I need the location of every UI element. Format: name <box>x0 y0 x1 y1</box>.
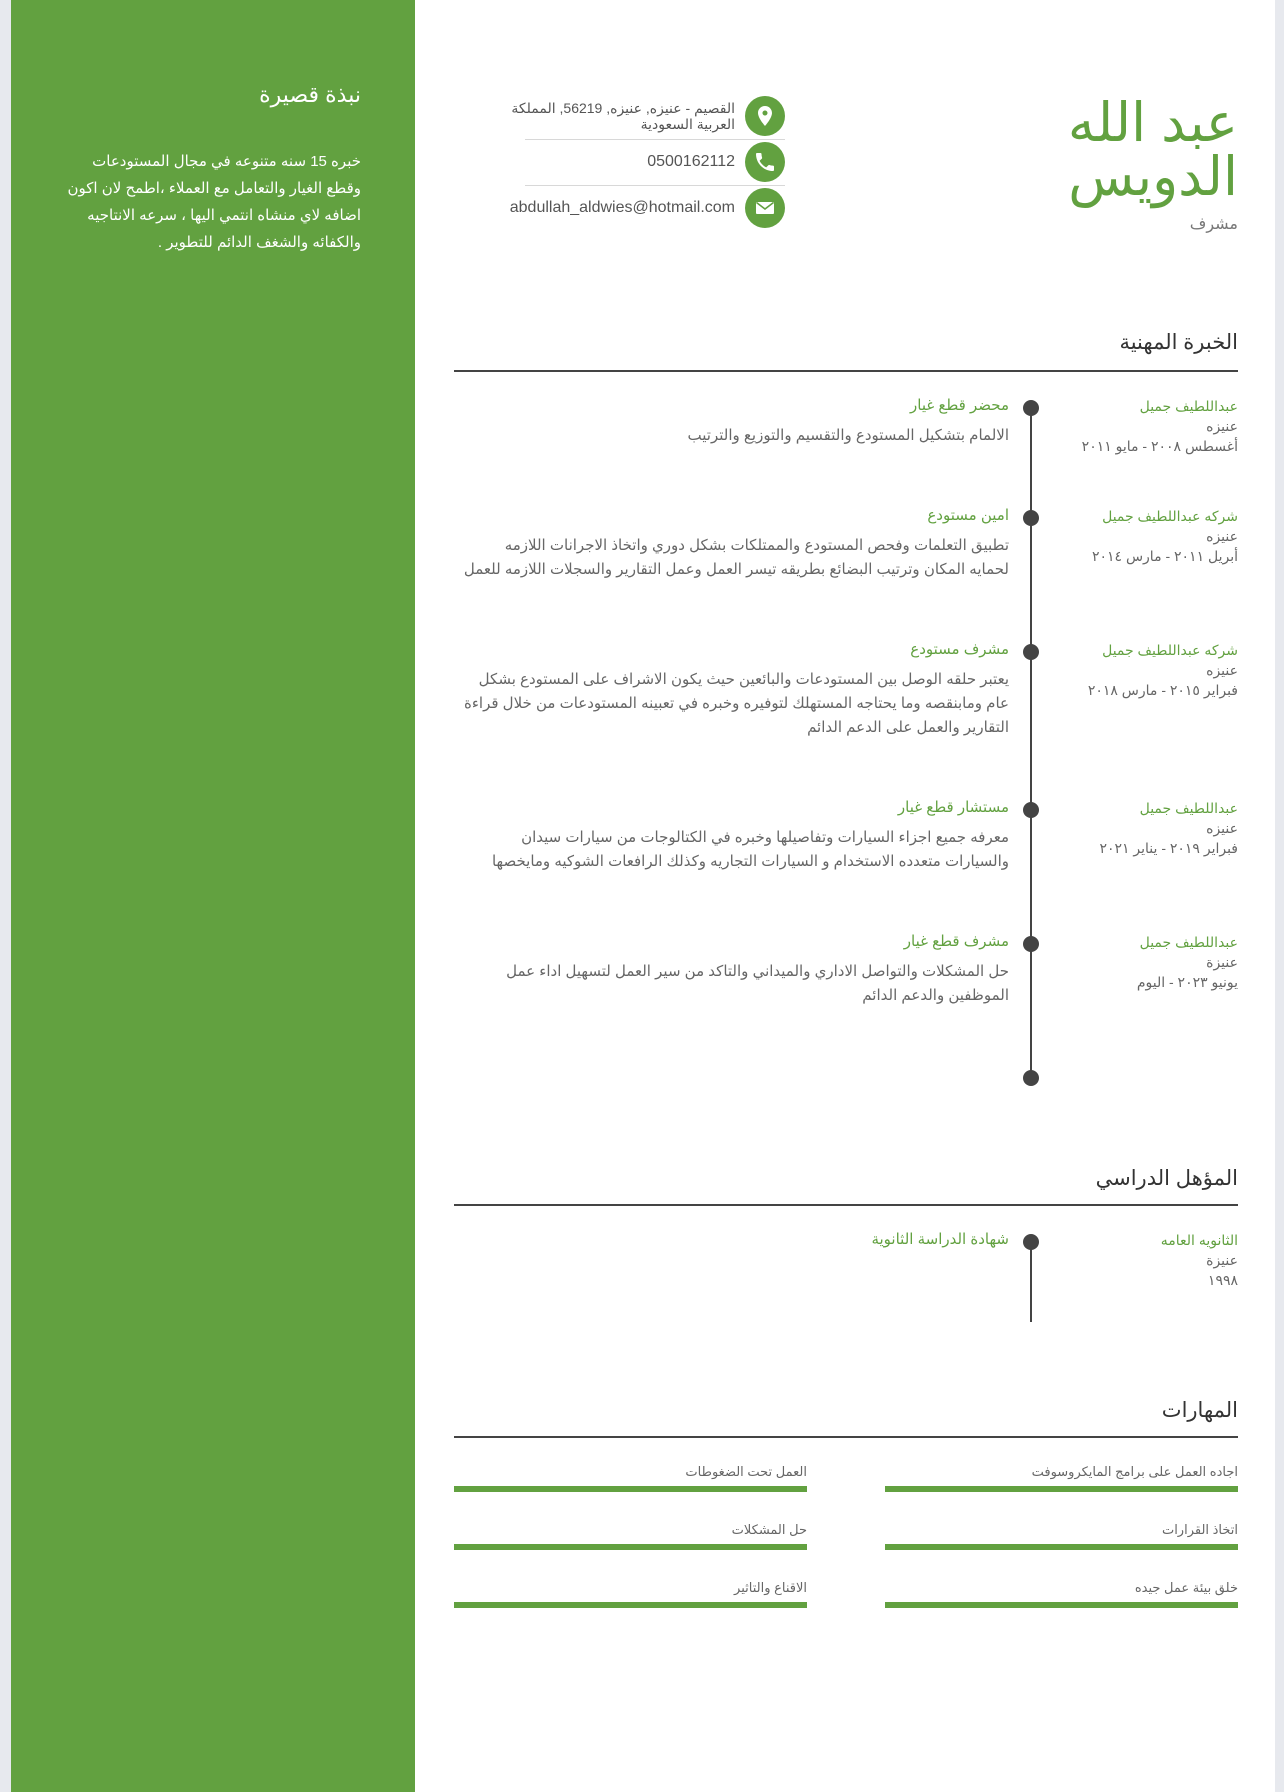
resume-page <box>11 0 1275 1792</box>
skill-label: الاقناع والتاثير <box>734 1580 807 1595</box>
job-role: مستشار قطع غيار <box>897 799 1009 816</box>
experience-org <box>1038 506 1238 566</box>
education-school <box>1038 1230 1238 1290</box>
experience-job <box>461 798 1009 874</box>
company-city: عنيزه <box>1206 820 1238 836</box>
experience-timeline <box>1030 408 1032 1078</box>
skills-title: المهارات <box>1161 1399 1238 1422</box>
timeline-dot <box>1023 936 1039 952</box>
skill-bar <box>454 1544 807 1550</box>
education-rule <box>454 1204 1238 1206</box>
skill-bar <box>454 1486 807 1492</box>
skill-item <box>454 1580 807 1596</box>
skill-item <box>885 1522 1238 1538</box>
skill-bar <box>885 1486 1238 1492</box>
experience-org <box>1038 396 1238 456</box>
skill-label: حل المشكلات <box>731 1522 807 1537</box>
email-text[interactable]: abdullah_aldwies@hotmail.com <box>509 199 735 216</box>
timeline-dot <box>1023 802 1039 818</box>
envelope-icon <box>745 188 785 228</box>
skill-bar <box>885 1602 1238 1608</box>
job-role: امين مستودع <box>927 507 1009 524</box>
experience-org <box>1038 798 1238 858</box>
education-title: المؤهل الدراسي <box>1095 1167 1238 1190</box>
contact-address <box>511 93 785 139</box>
address-text: القصيم - عنيزه, عنيزه, 56219, المملكة العربية السعودية <box>511 100 735 132</box>
school-name: الثانويه العامه <box>1160 1232 1238 1248</box>
experience-job <box>461 506 1009 582</box>
about-text: خبره 15 سنه متنوعه في مجال المستودعات وقطع الغيار والتعامل مع العملاء ،اطمح لان اكون اضافه لاي منشاه انتمي اليها ، سرعه الانتاجيه والكفائه والشغف الدائم للتطوير . <box>67 153 361 251</box>
employment-period: يونيو ٢٠٢٣ - اليوم <box>1136 974 1238 990</box>
skill-label: العمل تحت الضغوطات <box>685 1464 807 1479</box>
education-degree <box>461 1230 1009 1250</box>
skill-item <box>454 1522 807 1538</box>
experience-rule <box>454 370 1238 372</box>
company-city: عنيزه <box>1206 662 1238 678</box>
sidebar <box>11 0 415 1792</box>
job-description: تطبيق التعلمات وفحص المستودع والممتلكات بشكل دوري واتخاذ الاجرانات اللازمه لحمايه المكان وترتيب البضائع بطريقه تيسر العمل وعمل التقارير والسجلات اللازمه للعمل <box>463 537 1009 578</box>
job-description: الالمام بتشكيل المستودع والتقسيم والتوزيع والترتيب <box>687 427 1009 444</box>
timeline-dot <box>1023 644 1039 660</box>
phone-icon <box>745 142 785 182</box>
skill-item <box>885 1464 1238 1480</box>
skill-label: خلق بيئة عمل جيده <box>1134 1580 1238 1595</box>
company-city: عنيزه <box>1206 418 1238 434</box>
employment-period: فبراير ٢٠١٥ - مارس ٢٠١٨ <box>1087 682 1238 698</box>
skill-label: اجاده العمل على برامج المايكروسوفت <box>1031 1464 1238 1479</box>
school-city: عنيزة <box>1206 1252 1238 1268</box>
skill-label: اتخاذ القرارات <box>1161 1522 1238 1537</box>
degree-name: شهادة الدراسة الثانوية <box>871 1231 1009 1248</box>
contact-phone <box>525 139 785 185</box>
experience-org <box>1038 640 1238 700</box>
experience-org <box>1038 932 1238 992</box>
company-name: عبداللطيف جميل <box>1139 934 1238 950</box>
education-timeline <box>1030 1240 1032 1322</box>
job-description: يعتبر حلقه الوصل بين المستودعات والبائعين حيث يكون الاشراف على المستودع بشكل عام ومابنقصه وما يحتاجه المستهلك لتوفيره وخبره في تعبينه المستودعات من خلال قراءة التقارير والعمل على الدعم الدائم <box>463 671 1009 736</box>
experience-job <box>461 640 1009 740</box>
experience-job <box>461 932 1009 1008</box>
company-name: عبداللطيف جميل <box>1139 800 1238 816</box>
company-city: عنيزه <box>1206 528 1238 544</box>
timeline-end-dot <box>1023 1070 1039 1086</box>
timeline-dot <box>1023 510 1039 526</box>
about-title: نبذة قصيرة <box>259 82 361 107</box>
job-description: حل المشكلات والتواصل الاداري والميداني والتاكد من سير العمل لتسهيل اداء عمل الموظفين والدعم الدائم <box>506 963 1009 1004</box>
employment-period: أغسطس ٢٠٠٨ - مايو ٢٠١١ <box>1081 438 1238 454</box>
timeline-dot <box>1023 1234 1039 1250</box>
company-name: عبداللطيف جميل <box>1139 398 1238 414</box>
skills-rule <box>454 1436 1238 1438</box>
name-last: الدويس <box>1068 147 1238 207</box>
name-first: عبد الله <box>1067 93 1238 153</box>
company-city: عنيزة <box>1206 954 1238 970</box>
phone-text[interactable]: 0500162112 <box>647 153 735 170</box>
job-role: مشرف مستودع <box>910 641 1009 658</box>
name-block <box>1067 93 1238 234</box>
graduation-year: ١٩٩٨ <box>1207 1272 1238 1288</box>
skill-item <box>885 1580 1238 1596</box>
timeline-dot <box>1023 400 1039 416</box>
contact-email <box>509 185 785 231</box>
main-content <box>415 0 1275 1792</box>
skill-bar <box>885 1544 1238 1550</box>
employment-period: فبراير ٢٠١٩ - يناير ٢٠٢١ <box>1099 840 1238 856</box>
skill-bar <box>454 1602 807 1608</box>
experience-title: الخبرة المهنية <box>1119 331 1238 354</box>
job-role: مشرف قطع غيار <box>903 933 1009 950</box>
location-pin-icon <box>745 96 785 136</box>
company-name: شركه عبداللطيف جميل <box>1102 642 1238 658</box>
experience-job <box>461 396 1009 448</box>
job-title: مشرف <box>1189 216 1238 233</box>
employment-period: أبريل ٢٠١١ - مارس ٢٠١٤ <box>1091 548 1238 564</box>
skill-item <box>454 1464 807 1480</box>
company-name: شركه عبداللطيف جميل <box>1102 508 1238 524</box>
job-description: معرفه جميع اجزاء السيارات وتفاصيلها وخبره في الكتالوجات من سيارات سيدان والسيارات متعدده الاستخدام و السيارات التجاريه وكذلك الرافعات الشوكيه ومايخصها <box>491 829 1009 870</box>
job-role: محضر قطع غيار <box>910 397 1009 414</box>
